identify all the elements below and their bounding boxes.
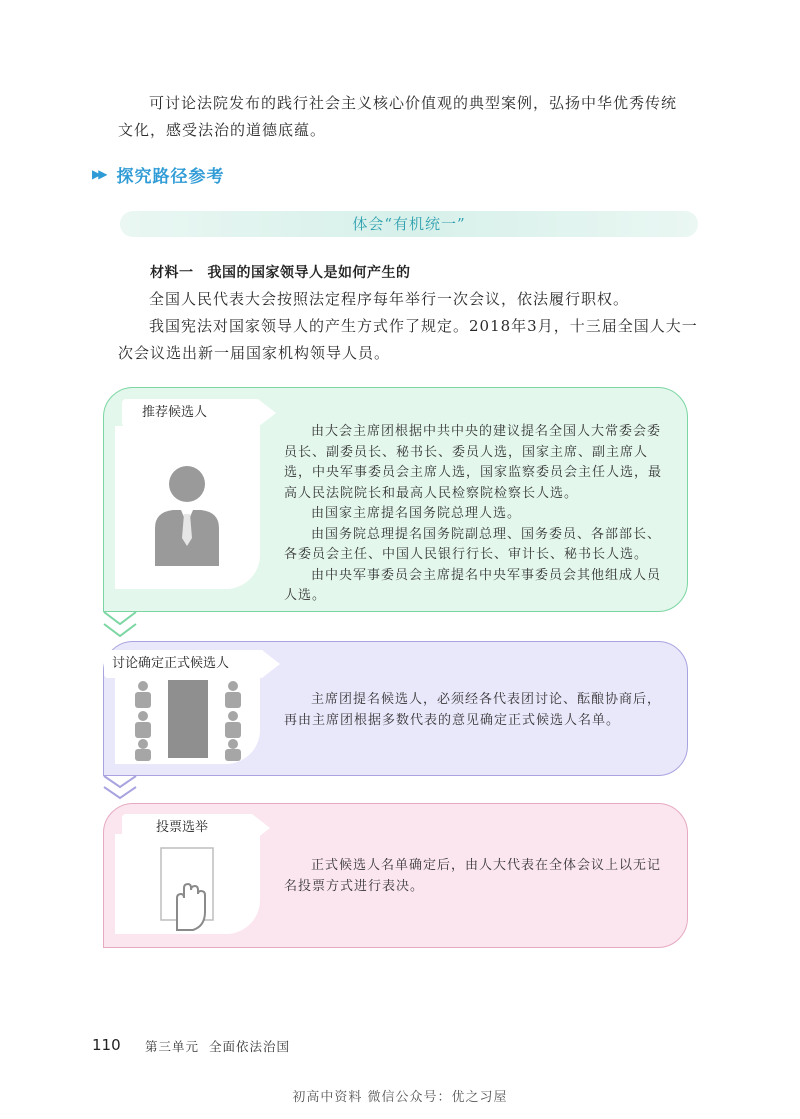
- page-number: 110: [92, 1036, 121, 1054]
- step-text-vote: [284, 856, 668, 897]
- material-para-1: 全国人民代表大会按照法定程序每年举行一次会议，依法履行职权。: [149, 290, 630, 308]
- intro-paragraph: [118, 90, 698, 144]
- intro-line-1: 可讨论法院发布的践行社会主义核心价值观的典型案例，弘扬中华优秀传统: [149, 94, 678, 112]
- bottom-note: 初高中资料 微信公众号：优之习屋: [292, 1090, 508, 1105]
- image-card: [115, 426, 260, 589]
- raised-hand-ballot-icon: [115, 834, 260, 934]
- step-panel-confirm: [103, 641, 688, 776]
- step-text-nominate: [284, 422, 668, 607]
- double-arrow-icon: ▶▶: [92, 167, 105, 181]
- material-para-2-line-1: 我国宪法对国家领导人的产生方式作了规定。2018年3月，十三届全国人大一: [149, 317, 698, 335]
- step-tab-confirm: 讨论确定正式候选人: [104, 650, 262, 678]
- step3-paragraph-1: 正式候选人名单确定后，由人大代表在全体会议上以无记名投票方式进行表决。: [284, 858, 662, 894]
- flow-arrow-icon: [100, 774, 140, 804]
- step-panel-nominate: [103, 387, 688, 612]
- step2-paragraph-1: 主席团提名候选人，必须经各代表团讨论、酝酿协商后，再由主席团根据多数代表的意见确定正式候选人名单。: [284, 692, 662, 728]
- topic-banner: 体会“有机统一”: [120, 211, 698, 237]
- material-body: [118, 286, 700, 367]
- person-icon: [115, 426, 260, 589]
- step1-paragraph-4: 由中央军事委员会主席提名中央军事委员会其他组成人员人选。: [284, 567, 662, 603]
- material-heading: [150, 262, 411, 282]
- meeting-icon: [115, 674, 260, 764]
- unit-label: 第三单元: [145, 1039, 200, 1054]
- flow-arrow-icon: [100, 610, 140, 642]
- section-heading: [92, 162, 224, 186]
- step-panel-vote: [103, 803, 688, 948]
- intro-line-2: 文化，感受法治的道德底蕴。: [118, 121, 327, 139]
- step-tab-nominate: 推荐候选人: [122, 399, 258, 427]
- step1-paragraph-2: 由国家主席提名国务院总理人选。: [311, 506, 522, 521]
- image-card: [115, 834, 260, 934]
- material-label: 材料一: [150, 265, 194, 281]
- material-para-2-line-2: 次会议选出新一届国家机构领导人员。: [118, 344, 391, 362]
- material-title: 我国的国家领导人是如何产生的: [207, 265, 411, 281]
- unit-title: 全面依法治国: [209, 1039, 291, 1054]
- step-text-confirm: [284, 690, 668, 731]
- running-footer: [145, 1037, 290, 1055]
- section-title: 探究路径参考: [116, 166, 225, 187]
- image-card: [115, 674, 260, 764]
- step1-paragraph-3: 由国务院总理提名国务院副总理、国务委员、各部部长、各委员会主任、中国人民银行行长、审计长、秘书长人选。: [284, 526, 662, 562]
- step-tab-vote: 投票选举: [122, 814, 252, 842]
- step1-paragraph-1: 由大会主席团根据中共中央的建议提名全国人大常委会委员长、副委员长、秘书长、委员人选，国家主席、副主席人选，中央军事委员会主席人选，国家监察委员会主任人选，最高人民法院院长和最高人民检察院检察长人选。: [284, 424, 663, 501]
